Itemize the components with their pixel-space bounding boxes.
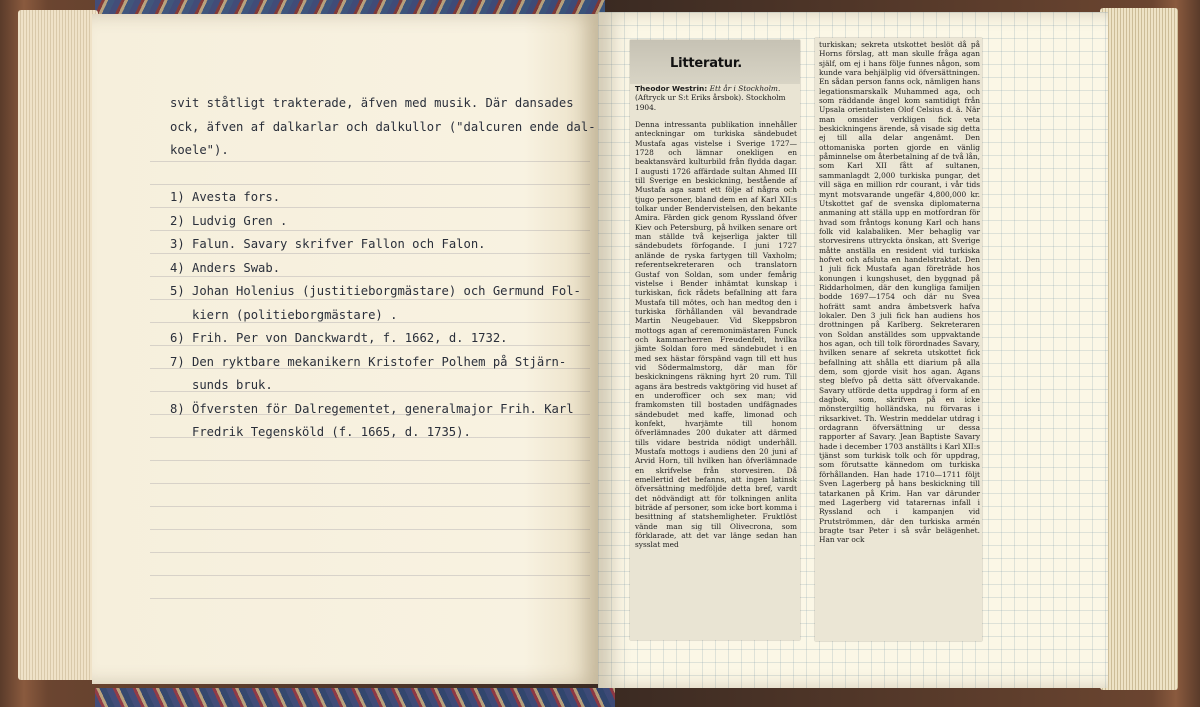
typed-line: svit ståtligt trakterade, äfven med musik. Där dansades xyxy=(170,96,574,110)
footnote-1: 1) Avesta fors. xyxy=(170,190,281,204)
typed-line: ock, äfven af dalkarlar och dalkullor ("dalcuren ende dal- xyxy=(170,119,596,134)
clipping-text-col2: turkiskan; sekreta utskottet beslöt då på Horns förslag, att man skulle fråga agan själf, om ej i hans följe funnes någon, som kunde vara behjälplig vid öfversättningen. En sådan person fanns ock, nämligen hans legationsmarskalk Muhammed aga, och som räddande ängel kom samtidigt från Upsala orientalisten Olof Celsius d. ä. När man omsider verkligen fick veta beskickningens ärende, så visade sig detta ej till alla delar angenämt. Den ottomaniska porten gjorde en vänlig påminnelse om återbetalning af de två lån, som Karl XII fått af sultanen, sammanlagdt 2,000 turkiska pungar, det vill säga en million rdr courant, i vår tids mynt motsvarande ungefär 4,800,000 kr. Utskottet gaf de svenska diplomaterna anmaning att ställa upp en motfordran för hvad som fråntogs konung Karl och hans folk vid kalabaliken. Mer behaglig var storvesirens uttryckta önskan, att Sverige måtte anställa en resident vid turkiska hofvet och afsluta en handelstraktat. Den 1 juli fick Mustafa agan företräde hos konungen i kungshuset, den byggnad på Riddarholmen, där den kungliga familjen bodde 1697—1754 och där nu Svea hofrätt samt andra ämbetsverk hafva lokaler. Den 3 juli fick han audiens hos drottningen på Karlberg. Sekreteraren von Soldan anställdes som uppvaktande hos agan, och till tolk förordnades Savary, hvilken senare af sekreta utskottet fick befallning att shålla ett diarium på alla dem, som gjorde visit hos agan. Agans steg blefvo på detta sätt öfvervakande. Savary utförde detta uppdrag i form af en dagbok, som, skrifven på en icke mönstergiltig holländska, nu förvaras i riksarkivet. Th. Westrin meddelar utdrag i ordagrann öfversättning ur dessa rapporter af Savary. Jean Baptiste Savary hade i december 1703 anställts i Karl XII:s tjänst som turkisk tolk och för uppdrag, som förutsatte kännedom om turkiska förhållanden. Han hade 1710—1711 följt Sven Lagerberg på hans beskickning till tatarkanen på Krim. Han var därunder med Lagerberg vid tatarernas infall i Ryssland och i kampanjen vid Prutströmmen, där den turkiska armén bragte tsar Peter i så svår belägenhet. Han var ock xyxy=(819,40,980,545)
blank-line xyxy=(170,163,590,187)
footnote-6: 6) Frih. Per von Danckwardt, f. 1662, d. 1732. xyxy=(170,331,508,345)
typewritten-text xyxy=(170,92,596,445)
newspaper-clipping-col1 xyxy=(630,40,800,640)
footnote-8-cont: Fredrik Tegensköld (f. 1665, d. 1735). xyxy=(192,425,471,439)
marbled-edge-bottom xyxy=(95,688,615,707)
page-edges-right xyxy=(1100,8,1178,690)
clipping-source: (Aftryck ur S:t Eriks årsbok). Stockholm 1904. xyxy=(635,93,786,112)
footnote-5: 5) Johan Holenius (justitieborgmästare) och Germund Fol- xyxy=(170,284,581,298)
footnote-7-cont: sunds bruk. xyxy=(192,378,273,392)
footnote-7: 7) Den ryktbare mekanikern Kristofer Polhem på Stjärn- xyxy=(170,354,567,369)
footnote-5-cont: kiern (politieborgmästare) . xyxy=(192,307,398,322)
footnote-8: 8) Öfversten för Dalregementet, generalmajor Frih. Karl xyxy=(170,401,574,416)
newspaper-clipping-col2 xyxy=(815,38,982,641)
page-edges-left xyxy=(18,10,98,680)
clipping-author: Theodor Westrin: xyxy=(635,84,708,93)
footnote-2: 2) Ludvig Gren . xyxy=(170,213,288,228)
clipping-byline xyxy=(635,84,797,112)
clipping-title: Litteratur. xyxy=(670,56,742,71)
typed-line: koele"). xyxy=(170,143,229,157)
clipping-header xyxy=(630,40,800,84)
clipping-text-col1: Denna intressanta publikation innehåller anteckningar om turkiska sändebudet Mustafa agas vistelse i Sverige 1727—1728 och lämnar onekligen en beaktansvärd kulturbild från flydda dagar. I augusti 1726 affärdade sultan Ahmed III till Sverige en beskickning, bestående af Mustafa aga samt ett följe af några och tjugo personer, bland dem en af Karl XII:s tolkar under Bendervistelsen, den bekante Amira. Färden gick genom Ryssland öfver Kiev och Petersburg, på hvilken senare ort man ställde två kejserliga jakter till sändebudets förfogande. I juni 1727 anlände de ryska fartygen till Vaxholm; referentsekreteraren och translatorn Gustaf von Soldan, som under femårig vistelse i Bender inhämtat kunskap i turkiskan, fick rådets befallning att fara Mustafa till mötes, och han medtog den i turkiska förhållanden väl bevandrade Martin Neugebauer. Vid Skeppsbron mottogs agan af ceremonimästaren Funck och kammarherren Freudenfelt, hvilka jämte Soldan foro med sändebudet i en med sex hästar förspänd vagn till ett hus vid Södermalmstorg, där man för beskickningens räkning hyrt 20 rum. Till agans ära bestreds vaktgöring vid huset af en underofficer och sex man; vid framkomsten till bostaden undfägnades sändebudet med kaffe, limonad och konfekt, hvarjämte till honom öfverlämnades 200 dukater att därmed tills vidare bestrida nödigt underhåll. Mustafa mottogs i audiens den 20 juni af Arvid Horn, till hvilken han öfverlämnade en skrifvelse från storvesiren. Då emellertid det befanns, att ingen latinsk öfversättning medföljde detta bref, vardt det nödvändigt att för tolkningen anlita biträde af personer, som icke bort komma i besittning af statshemligheter. Fruktlöst vände man sig till Olivecrona, som förklarade, att det var länge sedan han sysslat med xyxy=(635,120,797,550)
footnote-3: 3) Falun. Savary skrifver Fallon och Falon. xyxy=(170,237,486,251)
clipping-book-title: Ett år i Stockholm. xyxy=(709,84,781,93)
footnote-4: 4) Anders Swab. xyxy=(170,260,281,275)
